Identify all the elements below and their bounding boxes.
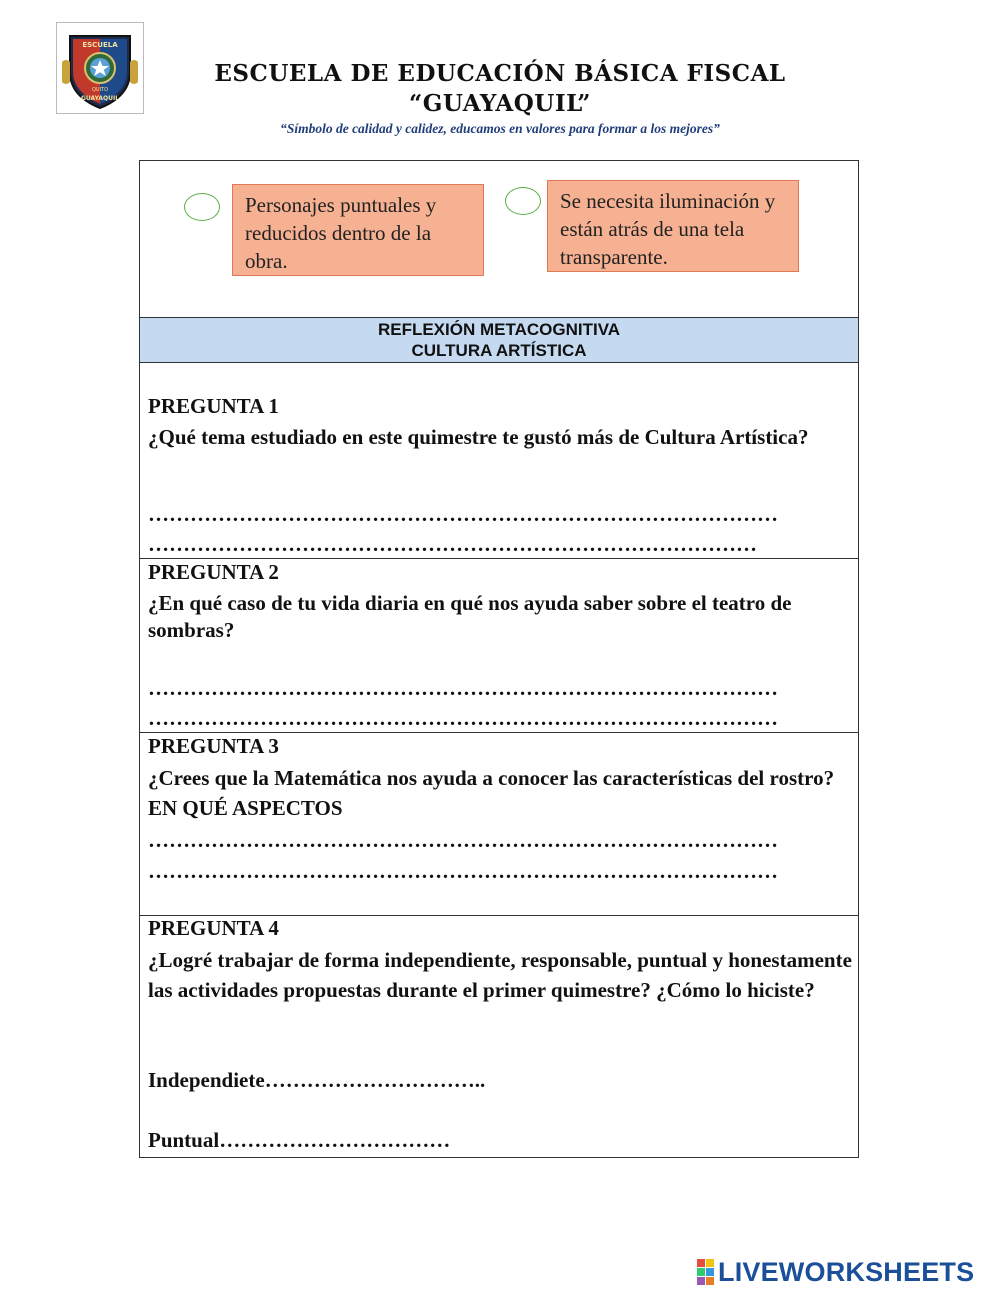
independent-field[interactable] bbox=[148, 1068, 485, 1093]
school-logo bbox=[56, 22, 144, 114]
option-2-text: Se necesita iluminación y están atrás de una tela transparente. bbox=[560, 189, 776, 269]
school-name-line2: “GUAYAQUIL” bbox=[409, 90, 591, 117]
section-title-line2: CULTURA ARTÍSTICA bbox=[411, 341, 587, 360]
logo-bottom-text: GUAYAQUIL bbox=[80, 95, 120, 102]
question-2-label: PREGUNTA 2 bbox=[148, 560, 279, 584]
section-header bbox=[140, 318, 858, 362]
worksheet-table bbox=[139, 160, 859, 1158]
question-4-text: ¿Logré trabajar de forma independiente, responsable, puntual y honestamente las actividades propuestas durante el primer quimestre? ¿Cómo lo hiciste? bbox=[148, 948, 852, 1002]
question-3-answer-line[interactable]: ……………………………………………………………………………… bbox=[148, 859, 778, 883]
option-1-radio[interactable] bbox=[184, 193, 220, 221]
school-motto: “Símbolo de calidad y calidez, educamos en valores para formar a los mejores” bbox=[280, 121, 720, 136]
section-title-line1: REFLEXIÓN METACOGNITIVA bbox=[377, 320, 621, 339]
question-2-answer-line[interactable]: ……………………………………………………………………………… bbox=[148, 706, 778, 730]
logo-sub-text: QUITO bbox=[91, 87, 109, 93]
punctual-label: Puntual bbox=[148, 1128, 220, 1152]
option-2-radio[interactable] bbox=[505, 187, 541, 215]
punctual-field[interactable] bbox=[148, 1128, 450, 1153]
independent-dots[interactable]: ………………………….. bbox=[264, 1068, 486, 1092]
option-1-box[interactable] bbox=[232, 184, 484, 276]
question-3-answer-line[interactable]: ……………………………………………………………………………… bbox=[148, 828, 778, 852]
brand-text: LIVEWORKSHEETS bbox=[718, 1256, 975, 1287]
question-1-answer-line[interactable]: …………………………………………………………………………… bbox=[148, 532, 757, 556]
question-2-answer-line[interactable]: ……………………………………………………………………………… bbox=[148, 676, 778, 700]
school-name-line1: ESCUELA DE EDUCACIÓN BÁSICA FISCAL bbox=[214, 60, 786, 87]
question-4-label: PREGUNTA 4 bbox=[148, 916, 279, 940]
row-divider bbox=[139, 362, 859, 363]
logo-top-text: ESCUELA bbox=[82, 41, 118, 49]
question-1-label: PREGUNTA 1 bbox=[148, 394, 279, 418]
option-1-text: Personajes puntuales y reducidos dentro de la obra. bbox=[245, 193, 437, 273]
row-divider bbox=[139, 732, 859, 733]
liveworksheets-brand bbox=[697, 1257, 974, 1287]
row-divider bbox=[139, 558, 859, 559]
punctual-dots[interactable]: …………………………… bbox=[219, 1128, 451, 1152]
question-1-text: ¿Qué tema estudiado en este quimestre te gustó más de Cultura Artística? bbox=[148, 425, 809, 449]
question-3-text: ¿Crees que la Matemática nos ayuda a conocer las características del rostro? EN QUÉ ASPECTOS bbox=[148, 766, 835, 820]
question-1-answer-line[interactable]: ……………………………………………………………………………… bbox=[148, 502, 778, 526]
question-3-label: PREGUNTA 3 bbox=[148, 734, 279, 758]
brand-logo-icon bbox=[697, 1259, 714, 1285]
option-2-box[interactable] bbox=[547, 180, 799, 272]
independent-label: Independiete bbox=[148, 1068, 265, 1092]
question-2-text: ¿En qué caso de tu vida diaria en qué nos ayuda saber sobre el teatro de sombras? bbox=[148, 591, 792, 642]
